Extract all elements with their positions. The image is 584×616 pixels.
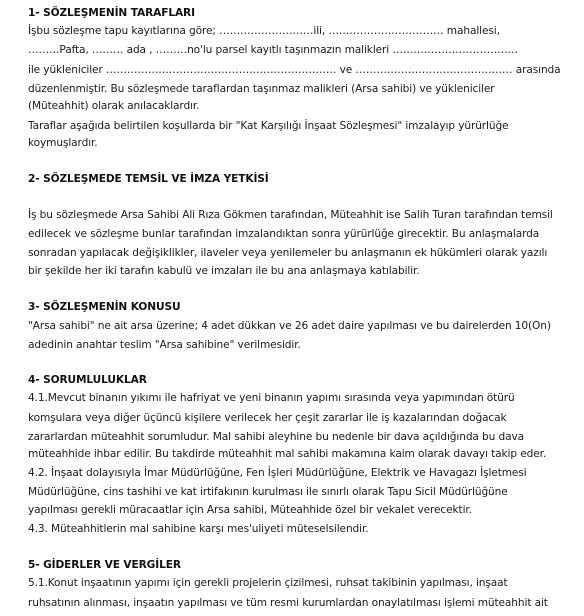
paragraph-line: ruhsatının alınması, inşaatın yapılması ve tüm resmi kurumlardan onaylatılması işlemi müteahhit ait	[28, 597, 548, 609]
paragraph-line: 4.2. İnşaat dolayısıyla İmar Müdürlüğüne, Fen İşleri Müdürlüğüne, Elektrik ve Havagazı İşletmesi	[28, 467, 527, 479]
paragraph-line: Müdürlüğüne, cins tashihi ve kat irtifakının kurulması ile sınırlı olarak Tapu Sicil Müdürlüğüne	[28, 486, 508, 498]
paragraph-line: adedinin anahtar teslim "Arsa sahibine" verilmesidir.	[28, 339, 301, 351]
paragraph-line: 4.3. Müteahhitlerin mal sahibine karşı mes'uliyeti müteselsilendir.	[28, 523, 369, 535]
paragraph-line: zararlardan müteahhit sorumludur. Mal sahibi aleyhine bu nedenle bir dava açıldığında bu dava	[28, 431, 524, 443]
paragraph-line: Taraflar aşağıda belirtilen koşullarda bir "Kat Karşılığı İnşaat Sözleşmesi" imzalayıp yürürlüğe	[28, 120, 509, 132]
section-heading-parties: 1- SÖZLEŞMENİN TARAFLARI	[28, 7, 195, 19]
paragraph-line: ………Pafta, ……… ada , ………no'lu parsel kayıtlı taşınmazın malikleri ………………………………	[28, 44, 519, 56]
paragraph-line: düzenlenmiştir. Bu sözleşmede taraflardan taşınmaz malikleri (Arsa sahibi) ve yükleniciler	[28, 83, 495, 95]
paragraph-line: yapılması gerekli müracaatlar için Arsa sahibi, Müteahhide özel bir vekalet verecektir.	[28, 504, 472, 516]
paragraph-line: İşbu sözleşme tapu kayıtlarına göre; ………………………ili, …………………………… mahallesi,	[28, 25, 500, 37]
paragraph-line: müteahhide ihbar edilir. Bu takdirde müteahhit mal sahibi makamına kaim olarak davayı takip eder.	[28, 448, 547, 460]
section-heading-representation: 2- SÖZLEŞMEDE TEMSİL VE İMZA YETKİSİ	[28, 173, 269, 185]
section-heading-subject: 3- SÖZLEŞMENİN KONUSU	[28, 301, 181, 313]
paragraph-line: komşulara veya diğer üçüncü kişilere verilecek her çeşit zararlar ile iş kazalarından doğacak	[28, 412, 507, 424]
paragraph-line: 4.1.Mevcut binanın yıkımı ile hafriyat ve yeni binanın yapımı sırasında veya yapımından ötürü	[28, 392, 515, 404]
paragraph-line: bir şekilde her iki tarafın kabulü ve imzaları ile bu ana anlaşmaya katılabilir.	[28, 265, 420, 277]
section-heading-expenses-taxes: 5- GİDERLER VE VERGİLER	[28, 559, 181, 571]
paragraph-line: (Müteahhit) olarak anılacaklardır.	[28, 100, 200, 112]
paragraph-line: sonradan yapılacak değişiklikler, ilaveler veya yenilemeler bu anlaşmanın ek hükümleri olarak yazılı	[28, 247, 548, 259]
paragraph-line: edilecek ve sözleşme bunlar tarafından imzalandıktan sonra yürürlüğe girecektir. Bu anlaşmalarda	[28, 228, 540, 240]
paragraph-line: 5.1.Konut inşaatının yapımı için gerekli projelerin çizilmesi, ruhsat takibinin yapılması, inşaat	[28, 577, 508, 589]
section-heading-responsibilities: 4- SORUMLULUKLAR	[28, 374, 147, 386]
paragraph-line: ile yükleniciler ………………………………………………………… ve ……………………………………… arasında	[28, 64, 561, 76]
paragraph-line: koymuşlardır.	[28, 137, 98, 149]
paragraph-line: İş bu sözleşmede Arsa Sahibi Ali Rıza Gökmen tarafından, Müteahhit ise Salih Turan tarafından temsil	[28, 209, 553, 221]
paragraph-line: "Arsa sahibi" ne ait arsa üzerine; 4 adet dükkan ve 26 adet daire yapılması ve bu dairelerden 10(On)	[28, 320, 551, 332]
